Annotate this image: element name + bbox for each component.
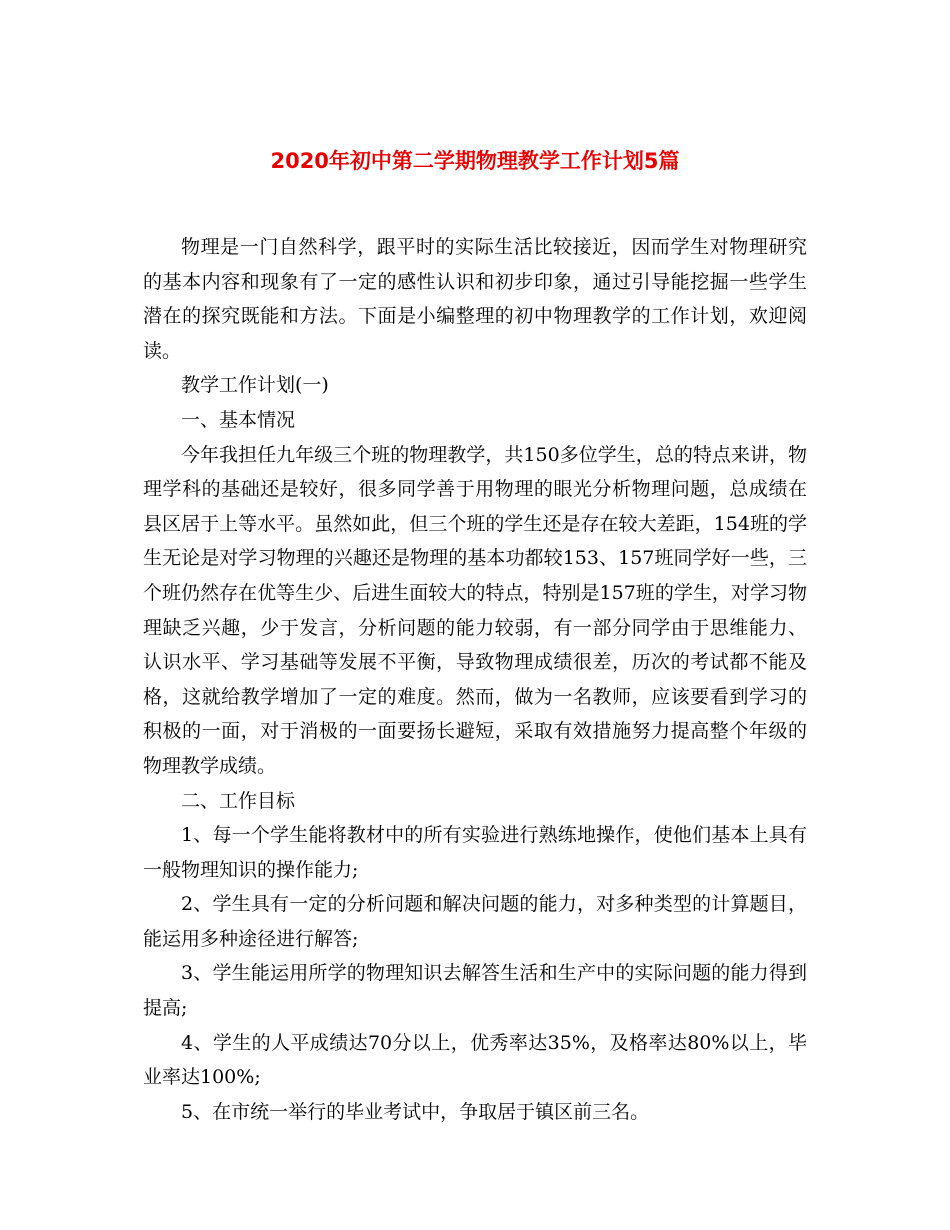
paragraph-intro: 物理是一门自然科学，跟平时的实际生活比较接近，因而学生对物理研究的基本内容和现象有了一定的感性认识和初步印象，通过引导能挖掘一些学生潜在的探究既能和方法。下面是小编整理的初中物理教学的工作计划，欢迎阅读。 (143, 236, 807, 362)
goal-item-3: 3、学生能运用所学的物理知识去解答生活和生产中的实际问题的能力得到提高; (143, 962, 807, 1020)
section-heading-plan-1: 教学工作计划(一) (181, 374, 329, 397)
goal-item-1: 1、每一个学生能将教材中的所有实验进行熟练地操作，使他们基本上具有一般物理知识的操作能力; (143, 824, 807, 881)
section-heading-work-goals: 二、工作目标 (181, 789, 296, 812)
goal-item-4: 4、学生的人平成绩达70分以上，优秀率达35%，及格率达80%以上，毕业率达100%; (143, 1031, 807, 1089)
paragraph-basic-situation: 今年我担任九年级三个班的物理教学，共150多位学生，总的特点来讲，物理学科的基础还是较好，很多同学善于用物理的眼光分析物理问题，总成绩在县区居于上等水平。虽然如此，但三个班的学生还是存在较大差距，154班的学生无论是对学习物理的兴趣还是物理的基本功都较153、157班同学好一些，三个班仍然存在优等生少、后进生面较大的特点，特别是157班的学生，对学习物理缺乏兴趣，少于发言，分析问题的能力较弱，有一部分同学由于思维能力、认识水平、学习基础等发展不平衡，导致物理成绩很差，历次的考试都不能及格，这就给教学增加了一定的难度。然而，做为一名教师，应该要看到学习的积极的一面，对于消极的一面要扬长避短，采取有效措施努力提高整个年级的物理教学成绩。 (143, 443, 807, 777)
goal-item-2: 2、学生具有一定的分析问题和解决问题的能力，对多种类型的计算题目，能运用多种途径进行解答; (143, 893, 807, 950)
section-heading-basic-situation: 一、基本情况 (181, 408, 296, 431)
document-body (143, 230, 807, 1129)
document-title: 2020年初中第二学期物理教学工作计划5篇 (270, 149, 680, 173)
goal-item-5: 5、在市统一举行的毕业考试中，争取居于镇区前三名。 (181, 1100, 650, 1123)
